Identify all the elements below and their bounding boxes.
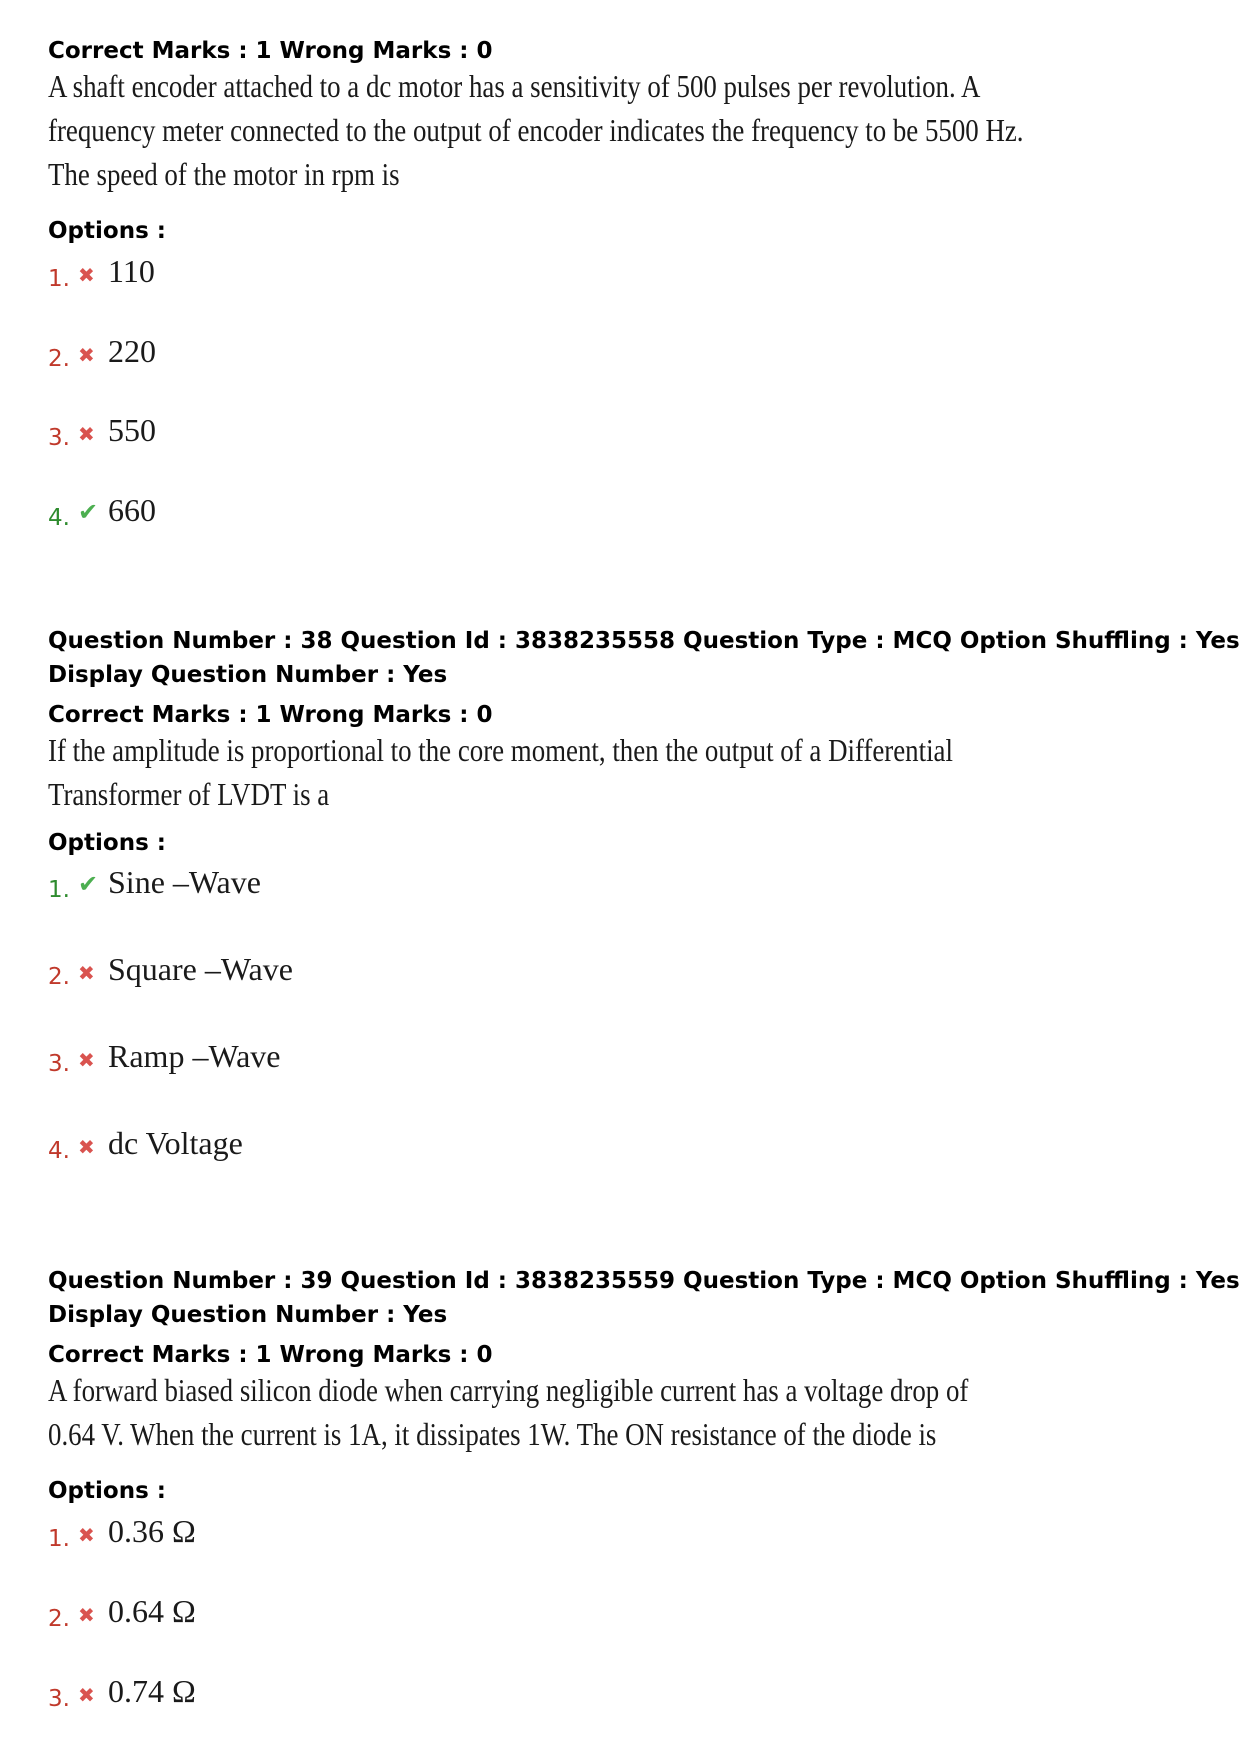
option-number: 3. bbox=[48, 1051, 70, 1077]
option-number: 3. bbox=[48, 425, 70, 451]
q38-text-line-1: If the amplitude is proportional to the core moment, then the output of a Differential bbox=[48, 732, 953, 768]
cross-icon: ✖ bbox=[78, 345, 95, 367]
q37-text-line-1: A shaft encoder attached to a dc motor has a sensitivity of 500 pulses per revolution. A bbox=[48, 68, 981, 104]
option-text: Square –Wave bbox=[108, 951, 293, 987]
option-text: 660 bbox=[108, 492, 156, 528]
cross-icon: ✖ bbox=[78, 1137, 95, 1159]
q38-option-3 bbox=[48, 1035, 280, 1079]
q37-option-3 bbox=[48, 409, 156, 453]
cross-icon: ✖ bbox=[78, 265, 95, 287]
q37-options-label: Options : bbox=[48, 218, 166, 244]
q38-option-4 bbox=[48, 1122, 243, 1166]
q38-options-label: Options : bbox=[48, 830, 166, 856]
q38-option-1 bbox=[48, 861, 261, 905]
option-text: Ramp –Wave bbox=[108, 1038, 281, 1074]
q38-header-line-1: Question Number : 38 Question Id : 3838235558 Question Type : MCQ Option Shuffling : Yes bbox=[48, 628, 1240, 654]
option-number: 2. bbox=[48, 964, 70, 990]
option-number: 3. bbox=[48, 1686, 70, 1712]
option-number: 4. bbox=[48, 1138, 70, 1164]
q39-header-line-2: Display Question Number : Yes bbox=[48, 1302, 448, 1328]
q39-marks: Correct Marks : 1 Wrong Marks : 0 bbox=[48, 1342, 493, 1368]
q37-option-1 bbox=[48, 250, 155, 294]
q39-text-line-2: 0.64 V. When the current is 1A, it dissipates 1W. The ON resistance of the diode is bbox=[48, 1416, 937, 1452]
q37-option-2 bbox=[48, 330, 156, 374]
option-number: 1. bbox=[48, 1526, 70, 1552]
q39-header-line-1: Question Number : 39 Question Id : 3838235559 Question Type : MCQ Option Shuffling : Yes bbox=[48, 1268, 1240, 1294]
q38-option-2 bbox=[48, 948, 293, 992]
q39-option-2 bbox=[48, 1590, 196, 1634]
q39-text-line-1: A forward biased silicon diode when carrying negligible current has a voltage drop of bbox=[48, 1372, 969, 1408]
option-text: Sine –Wave bbox=[108, 864, 261, 900]
q37-marks: Correct Marks : 1 Wrong Marks : 0 bbox=[48, 38, 493, 64]
q38-header-line-2: Display Question Number : Yes bbox=[48, 662, 448, 688]
q39-option-3 bbox=[48, 1670, 196, 1714]
q37-text-line-3: The speed of the motor in rpm is bbox=[48, 156, 400, 192]
q38-marks: Correct Marks : 1 Wrong Marks : 0 bbox=[48, 702, 493, 728]
check-icon: ✔ bbox=[78, 872, 99, 898]
option-text: 110 bbox=[108, 253, 155, 289]
option-text: 0.64 Ω bbox=[108, 1593, 196, 1629]
q37-text-line-2: frequency meter connected to the output of encoder indicates the frequency to be 5500 Hz. bbox=[48, 112, 1024, 148]
option-text: 0.74 Ω bbox=[108, 1673, 196, 1709]
option-text: 550 bbox=[108, 412, 156, 448]
check-icon: ✔ bbox=[78, 500, 99, 526]
option-number: 1. bbox=[48, 266, 70, 292]
cross-icon: ✖ bbox=[78, 424, 95, 446]
option-number: 2. bbox=[48, 1606, 70, 1632]
cross-icon: ✖ bbox=[78, 963, 95, 985]
cross-icon: ✖ bbox=[78, 1605, 95, 1627]
cross-icon: ✖ bbox=[78, 1050, 95, 1072]
q39-option-1 bbox=[48, 1510, 196, 1554]
q38-text-line-2: Transformer of LVDT is a bbox=[48, 776, 330, 812]
option-text: 220 bbox=[108, 333, 156, 369]
option-text: 0.36 Ω bbox=[108, 1513, 196, 1549]
option-number: 1. bbox=[48, 877, 70, 903]
option-number: 4. bbox=[48, 505, 70, 531]
option-number: 2. bbox=[48, 346, 70, 372]
q37-option-4 bbox=[48, 489, 156, 533]
option-text: dc Voltage bbox=[108, 1125, 243, 1161]
cross-icon: ✖ bbox=[78, 1525, 95, 1547]
q39-options-label: Options : bbox=[48, 1478, 166, 1504]
cross-icon: ✖ bbox=[78, 1685, 95, 1707]
